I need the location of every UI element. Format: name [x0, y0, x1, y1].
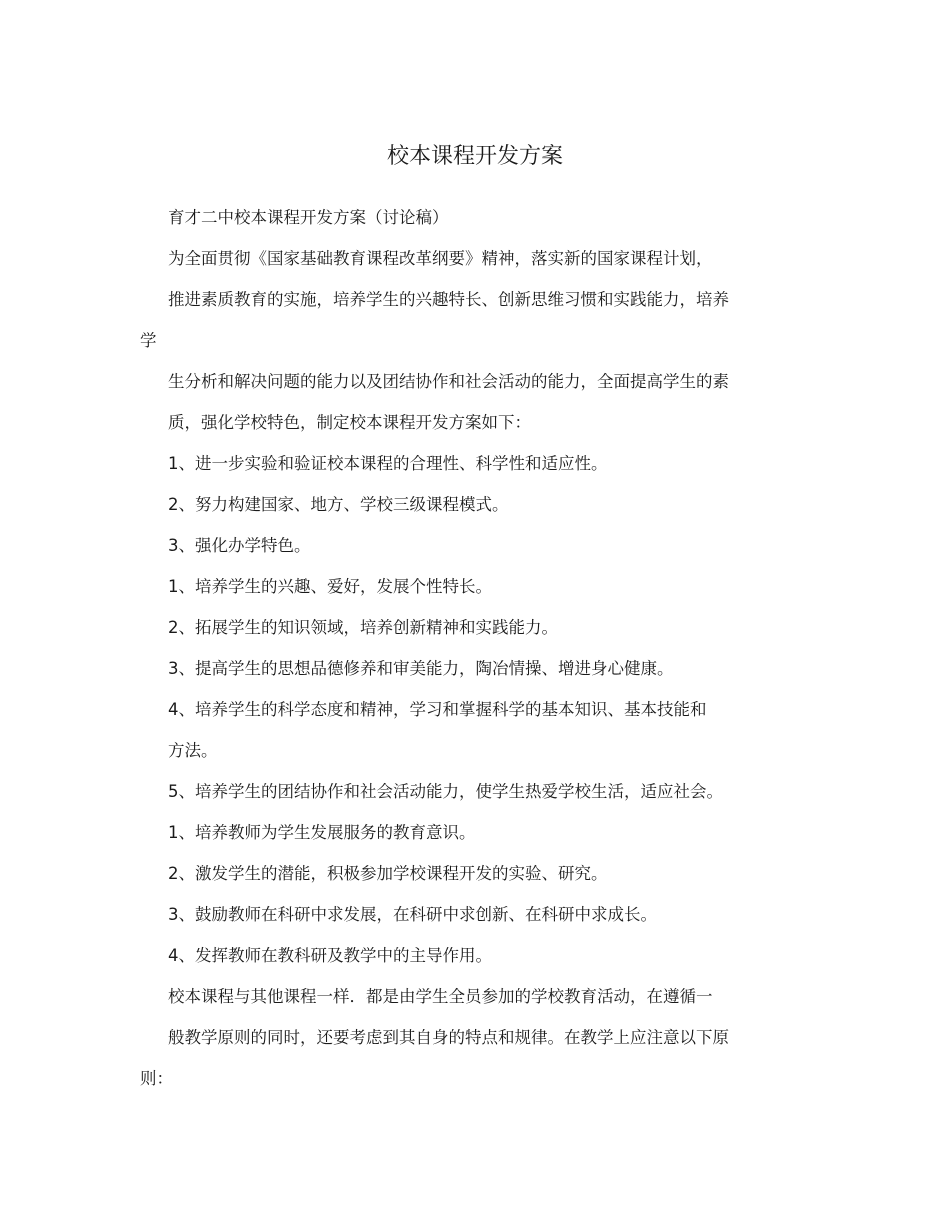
- paragraph-line: 推进素质教育的实施，培养学生的兴趣特长、创新思维习惯和实践能力，培养: [168, 290, 729, 309]
- list-item: 4、培养学生的科学态度和精神，学习和掌握科学的基本知识、基本技能和: [168, 700, 707, 719]
- paragraph-line: 为全面贯彻《国家基础教育课程改革纲要》精神，落实新的国家课程计划，: [168, 249, 713, 268]
- paragraph-line: 学: [140, 331, 157, 350]
- paragraph-line: 生分析和解决问题的能力以及团结协作和社会活动的能力，全面提高学生的素: [168, 372, 729, 391]
- paragraph-line: 般教学原则的同时，还要考虑到其自身的特点和规律。在教学上应注意以下原: [168, 1028, 729, 1047]
- document-subtitle: 育才二中校本课程开发方案（讨论稿）: [168, 208, 449, 227]
- list-item: 1、培养学生的兴趣、爱好，发展个性特长。: [168, 577, 492, 596]
- list-item: 3、提高学生的思想品德修养和审美能力，陶冶情操、增进身心健康。: [168, 659, 674, 678]
- list-item: 5、培养学生的团结协作和社会活动能力，使学生热爱学校生活，适应社会。: [168, 782, 723, 801]
- list-item: 1、进一步实验和验证校本课程的合理性、科学性和适应性。: [168, 454, 608, 473]
- list-item: 1、培养教师为学生发展服务的教育意识。: [168, 823, 476, 842]
- list-item: 4、发挥教师在教科研及教学中的主导作用。: [168, 946, 492, 965]
- list-item: 3、强化办学特色。: [168, 536, 311, 555]
- list-item-continuation: 方法。: [168, 741, 218, 760]
- paragraph-line: 质，强化学校特色，制定校本课程开发方案如下：: [168, 413, 531, 432]
- document-title: 校本课程开发方案: [386, 144, 563, 169]
- list-item: 2、激发学生的潜能，积极参加学校课程开发的实验、研究。: [168, 864, 608, 883]
- list-item: 2、努力构建国家、地方、学校三级课程模式。: [168, 495, 509, 514]
- paragraph-line: 校本课程与其他课程一样．都是由学生全员参加的学校教育活动，在遵循一: [168, 987, 713, 1006]
- list-item: 3、鼓励教师在科研中求发展，在科研中求创新、在科研中求成长。: [168, 905, 657, 924]
- paragraph-line: 则：: [140, 1069, 173, 1088]
- list-item: 2、拓展学生的知识领域，培养创新精神和实践能力。: [168, 618, 558, 637]
